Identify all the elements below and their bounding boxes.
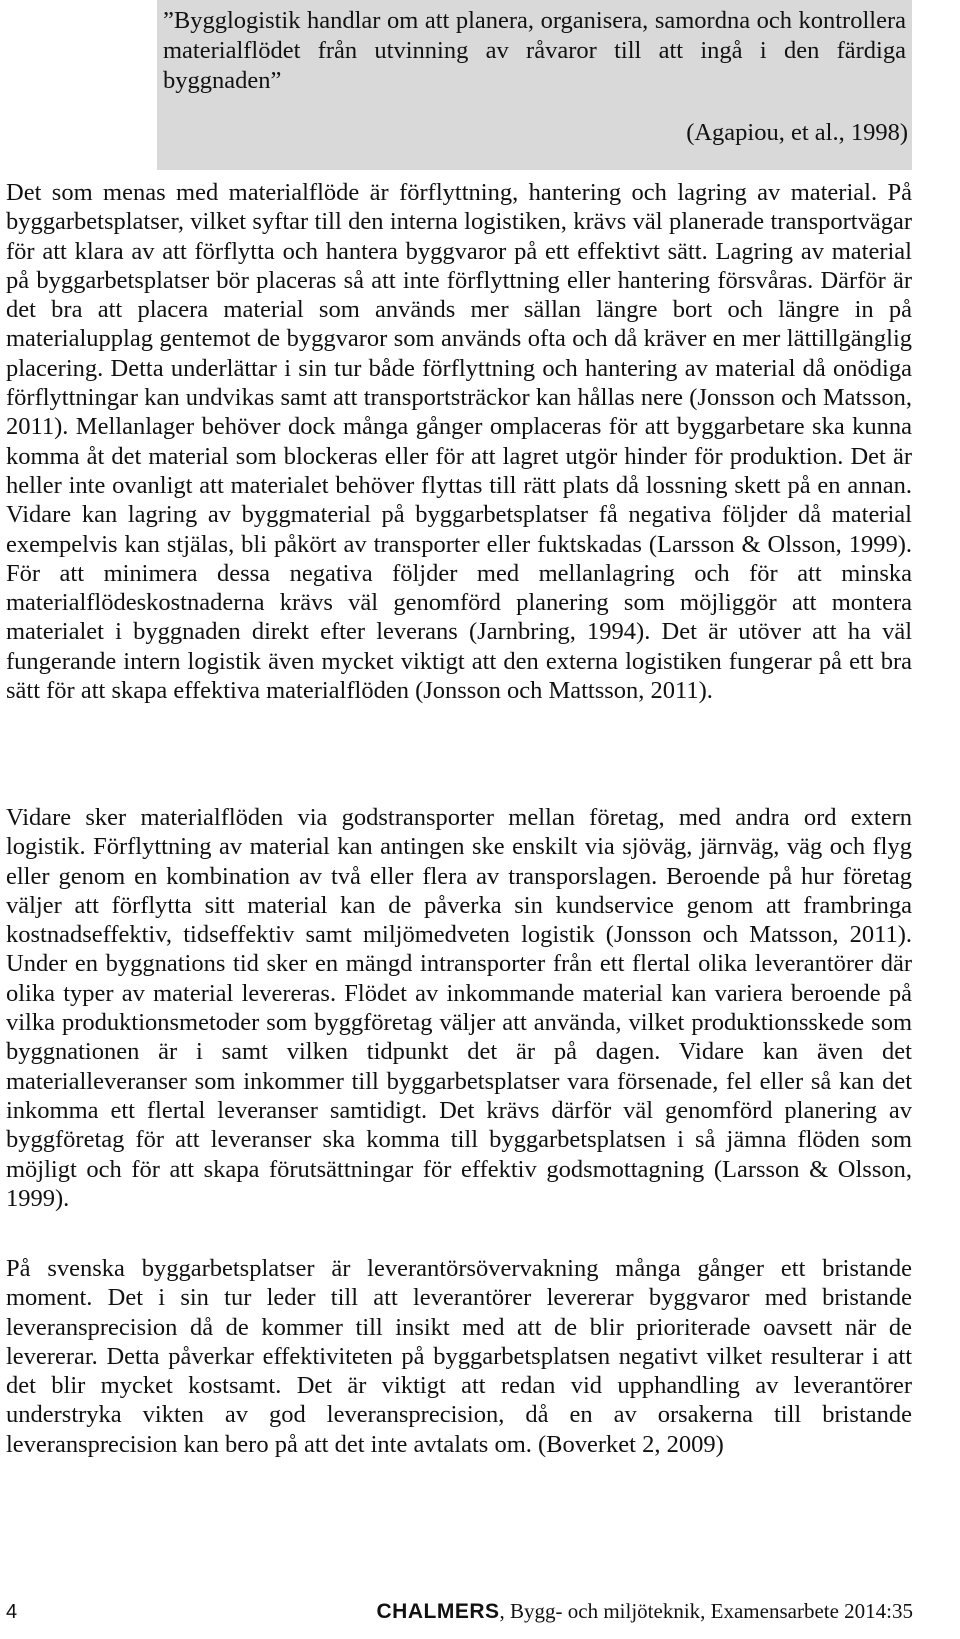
footer-brand: CHALMERS — [376, 1600, 500, 1623]
page-number: 4 — [6, 1601, 18, 1623]
paragraph-extern-logistik: Vidare sker materialflöden via godstransporter mellan företag, med andra ord extern logistik. Förflyttning av material kan antingen ske enskilt via sjöväg, järnväg, väg och flyg eller genom en kombination av två eller flera av transporslagen. Beroende på hur företag väljer att förflytta sitt material kan de påverka sin kundservice genom att frambringa kostnadseffektiv, tidseffektiv samt miljömedveten logistik (Jonsson och Matsson, 2011). Under en byggnations tid sker en mängd intransporter från ett flertal olika leverantörer där olika typer av material levereras. Flödet av inkommande material kan variera beroende på vilka produktionsmetoder som byggföretag väljer att använda, vilket produktionsskede som byggnationen är i samt vilken tidpunkt det är på dagen. Vidare kan även det materialleveranser som inkommer till byggarbetsplatser vara försenade, fel eller så kan det inkomma ett flertal leveranser samtidigt. Det krävs därför väl genomförd planering av byggföretag för att leveranser ska komma till byggarbetsplatsen i så jämna flöden som möjligt och för att skapa förutsättningar för effektiv godsmottagning (Larsson & Olsson, 1999). — [6, 804, 912, 1212]
quote-text: ”Bygglogistik handlar om att planera, organisera, samordna och kontrollera materialflödet från utvinning av råvaror till att ingå i den färdiga byggnaden” — [163, 7, 906, 94]
page-footer — [0, 1595, 960, 1635]
footer-credit-text: , Bygg- och miljöteknik, Examensarbete 2014:35 — [499, 1599, 913, 1623]
paragraph-materialflode: Det som menas med materialflöde är förflyttning, hantering och lagring av material. På byggarbetsplatser, vilket syftar till den interna logistiken, krävs väl planerade transportvägar för att klara av att förflytta och hantera byggvaror på ett effektivt sätt. Lagring av material på byggarbetsplatser bör placeras så att inte förflyttning eller hantering försvåras. Därför är det bra att placera material som används mer sällan längre bort och längre in på materialupplag gentemot de byggvaror som används ofta och då kräver en mer lättillgänglig placering. Detta underlättar i sin tur både förflyttning och hantering av material då onödiga förflyttningar kan undvikas samt att transportsträckor kan hållas nere (Jonsson och Matsson, 2011). Mellanlager behöver dock många gånger omplaceras för att byggarbetare ska kunna komma åt det material som blockeras eller för att lagret utgör hinder för produktion. Det är heller inte ovanligt att materialet behöver flyttas till rätt plats då lossning skett på en annan. Vidare kan lagring av byggmaterial på byggarbetsplatser få negativa följder då material exempelvis kan stjälas, bli påkört av transporter eller fuktskadas (Larsson & Olsson, 1999). För att minimera dessa negativa följder med mellanlagring och för att minska materialflödeskostnaderna krävs väl genomförd planering som möjliggör att montera materialet i byggnaden direkt efter leverans (Jarnbring, 1994). Det är utöver att ha väl fungerande intern logistik även mycket viktigt att den externa logistiken fungerar på ett bra sätt för att skapa effektiva materialflöden (Jonsson och Mattsson, 2011). — [6, 179, 912, 705]
quote-box — [157, 0, 912, 170]
paragraph-leverantorsovervakning: På svenska byggarbetsplatser är leverantörsövervakning många gånger ett bristande moment. Det i sin tur leder till att leverantörer levererar byggvaror med bristande leveransprecision då de kommer till insikt med att de blir prioriterade oavsett när de levererar. Detta påverkar effektiviteten på byggarbetsplatsen negativt vilket resulterar i att det blir mycket kostsamt. Det är viktigt att redan vid upphandling av leverantörer understryka vikten av god leveransprecision, då en av orsakerna till bristande leveransprecision kan bero på att det inte avtalats om. (Boverket 2, 2009) — [6, 1255, 912, 1458]
footer-credit — [377, 1599, 914, 1624]
quote-source: (Agapiou, et al., 1998) — [686, 119, 908, 146]
